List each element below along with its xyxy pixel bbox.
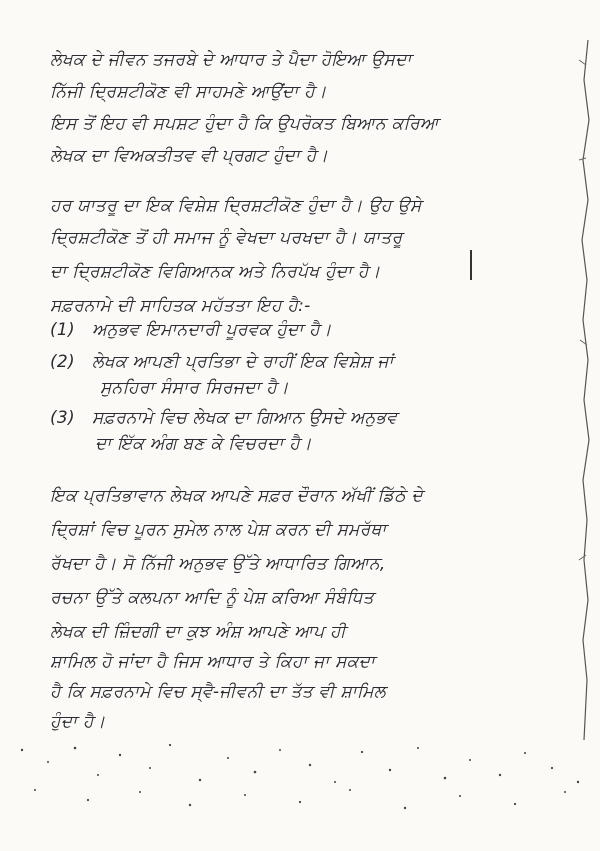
text-line: ਇਕ ਪ੍ਰਤਿਭਾਵਾਨ ਲੇਖਕ ਆਪਣੇ ਸਫ਼ਰ ਦੌਰਾਨ ਅੱਖੀਂ ਡਿੱਠੇ ਦੇ [50,486,423,506]
list-number: (3) [50,408,75,428]
text-line: ਨਿੱਜੀ ਦ੍ਰਿਸ਼ਟੀਕੋਣ ਵੀ ਸਾਹਮਣੇ ਆਉਂਦਾ ਹੈ। [50,82,327,102]
list-heading: ਸਫ਼ਰਨਾਮੇ ਦੀ ਸਾਹਿਤਕ ਮਹੱਤਤਾ ਇਹ ਹੈ:- [50,296,311,316]
list-item [50,408,560,428]
list-item [50,352,560,372]
list-text-continued: ਸੁਨਹਿਰਾ ਸੰਸਾਰ ਸਿਰਜਦਾ ਹੈ। [100,378,289,398]
text-line: ਰਚਨਾ ਉੱਤੇ ਕਲਪਨਾ ਆਦਿ ਨੂੰ ਪੇਸ਼ ਕਰਿਆ ਸੰਬੰਧਿਤ [50,588,374,608]
text-line: ਸ਼ਾਮਿਲ ਹੋ ਜਾਂਦਾ ਹੈ ਜਿਸ ਆਧਾਰ ਤੇ ਕਿਹਾ ਜਾ ਸਕਦਾ [50,652,376,672]
scan-speckle-dots [0,720,600,830]
text-line: ਰੱਖਦਾ ਹੈ। ਸੋ ਨਿੱਜੀ ਅਨੁਭਵ ਉੱਤੇ ਆਧਾਰਿਤ ਗਿਆਨ, [50,554,386,574]
text-line: ਹੁੰਦਾ ਹੈ। [50,712,106,732]
margin-mark [470,250,472,280]
list-text: ਅਨੁਭਵ ਇਮਾਨਦਾਰੀ ਪੂਰਵਕ ਹੁੰਦਾ ਹੈ। [92,320,332,340]
text-line: ਇਸ ਤੋਂ ਇਹ ਵੀ ਸਪਸ਼ਟ ਹੁੰਦਾ ਹੈ ਕਿ ਉਪਰੋਕਤ ਬਿਆਨ ਕਰਿਆ [50,114,439,134]
text-line: ਦ੍ਰਿਸ਼ਟੀਕੋਣ ਤੋਂ ਹੀ ਸਮਾਜ ਨੂੰ ਵੇਖਦਾ ਪਰਖਦਾ ਹੈ। ਯਾਤਰੂ [50,228,403,248]
text-line: ਲੇਖਕ ਦੀ ਜ਼ਿੰਦਗੀ ਦਾ ਕੁਝ ਅੰਸ਼ ਆਪਣੇ ਆਪ ਹੀ [50,622,346,642]
text-line: ਦਾ ਦ੍ਰਿਸ਼ਟੀਕੋਣ ਵਿਗਿਆਨਕ ਅਤੇ ਨਿਰਪੱਖ ਹੁੰਦਾ ਹੈ। [50,262,381,282]
text-line: ਹੈ ਕਿ ਸਫ਼ਰਨਾਮੇ ਵਿਚ ਸ੍ਵੈ-ਜੀਵਨੀ ਦਾ ਤੱਤ ਵੀ ਸ਼ਾਮਿਲ [50,682,386,702]
binding-edge-marks [574,40,594,740]
list-item [50,320,560,340]
list-text: ਸਫ਼ਰਨਾਮੇ ਵਿਚ ਲੇਖਕ ਦਾ ਗਿਆਨ ਉਸਦੇ ਅਨੁਭਵ [92,408,398,428]
list-text: ਲੇਖਕ ਆਪਣੀ ਪ੍ਰਤਿਭਾ ਦੇ ਰਾਹੀਂ ਇਕ ਵਿਸ਼ੇਸ਼ ਜਾਂ [92,352,394,372]
list-number: (1) [50,320,75,340]
list-text-continued: ਦਾ ਇੱਕ ਅੰਗ ਬਣ ਕੇ ਵਿਚਰਦਾ ਹੈ। [95,434,312,454]
text-line: ਲੇਖਕ ਦਾ ਵਿਅਕਤੀਤਵ ਵੀ ਪ੍ਰਗਟ ਹੁੰਦਾ ਹੈ। [50,146,329,166]
list-number: (2) [50,352,75,372]
text-line: ਦ੍ਰਿਸ਼ਾਂ ਵਿਚ ਪੂਰਨ ਸੁਮੇਲ ਨਾਲ ਪੇਸ਼ ਕਰਨ ਦੀ ਸਮਰੱਥਾ [50,520,387,540]
text-line: ਲੇਖਕ ਦੇ ਜੀਵਨ ਤਜਰਬੇ ਦੇ ਆਧਾਰ ਤੇ ਪੈਦਾ ਹੋਇਆ ਉਸਦਾ [50,50,412,70]
text-line: ਹਰ ਯਾਤਰੂ ਦਾ ਇਕ ਵਿਸ਼ੇਸ਼ ਦ੍ਰਿਸ਼ਟੀਕੋਣ ਹੁੰਦਾ ਹੈ। ਉਹ ਉਸੇ [50,196,422,216]
